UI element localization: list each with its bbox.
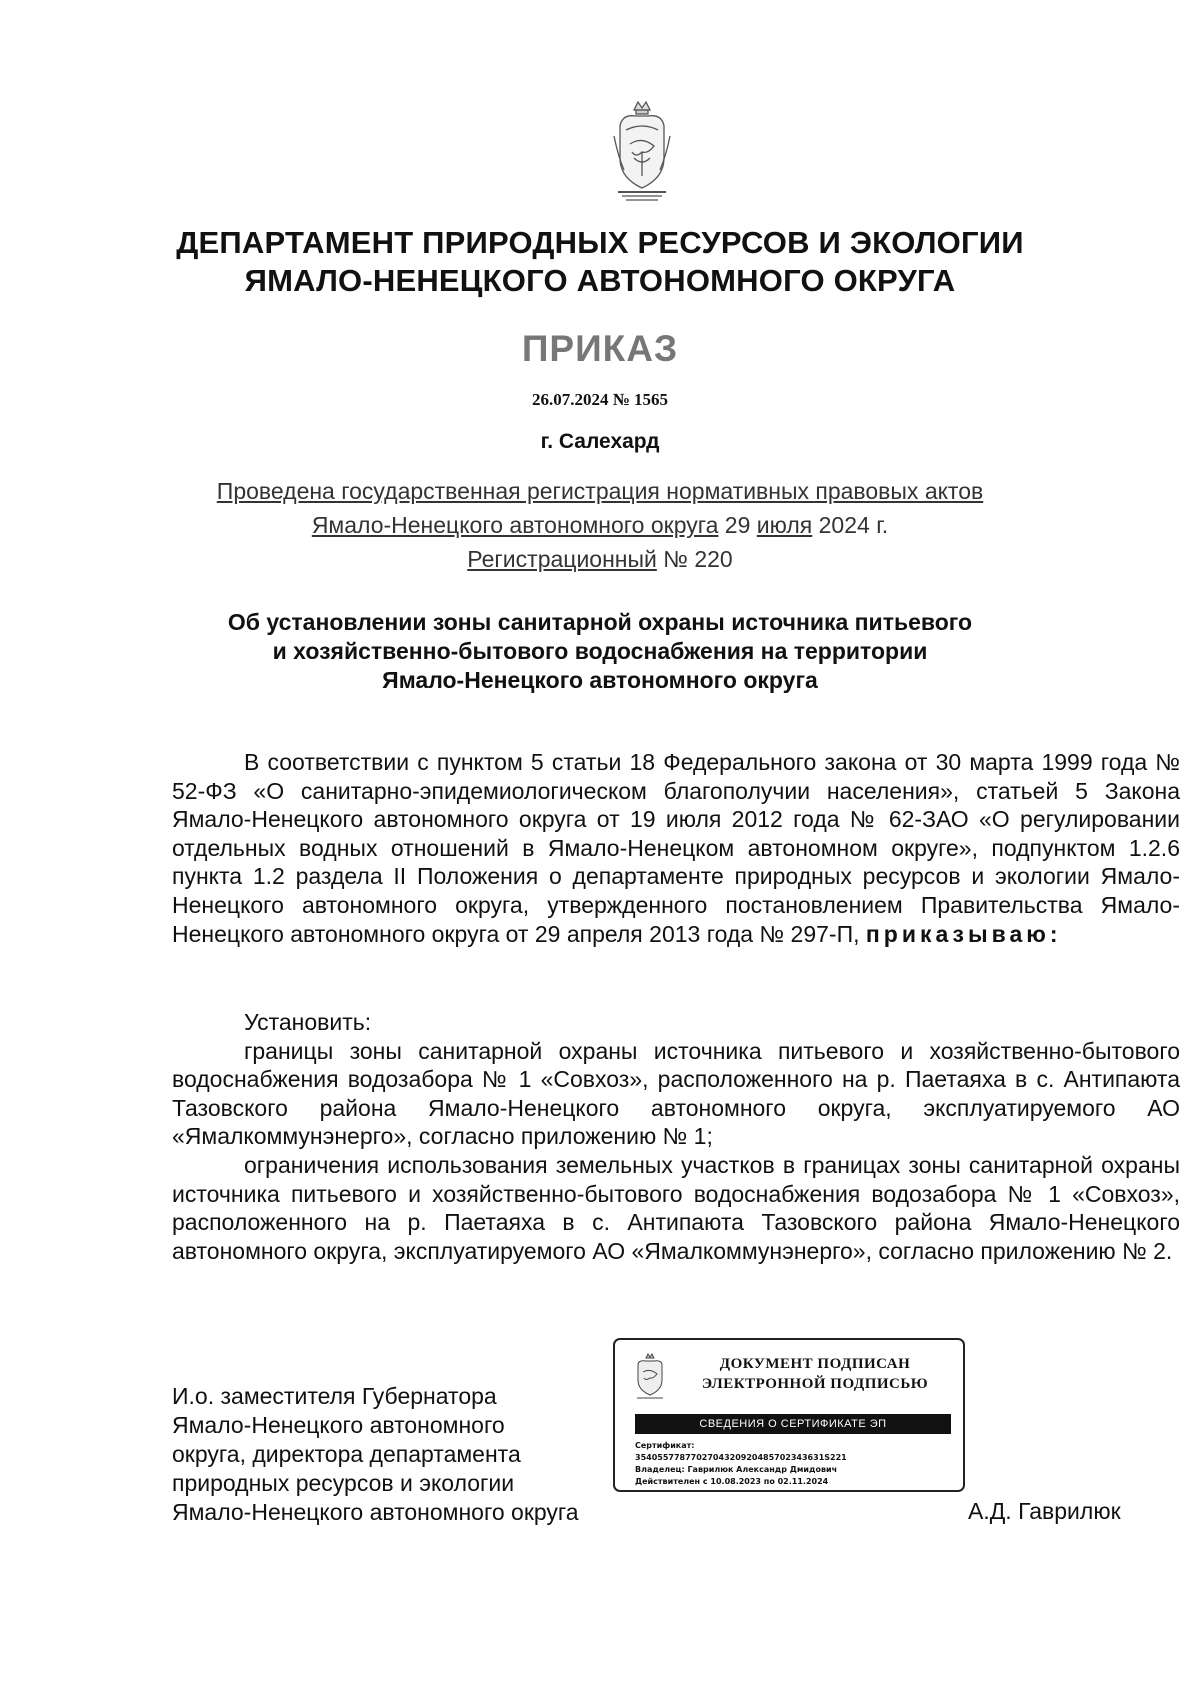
registration-line1: Проведена государственная регистрация нормативных правовых актов (216, 478, 984, 504)
signer-position-line2: Ямало-Ненецкого автономного (172, 1412, 505, 1438)
certificate-owner: Владелец: Гаврилюк Александр Дмидович (635, 1465, 838, 1474)
organization-name-line2: ЯМАЛО-НЕНЕЦКОГО АВТОНОМНОГО ОКРУГА (244, 263, 956, 298)
signer-position-line3: округа, директора департамента (172, 1441, 521, 1467)
registration-line2-day: 29 (718, 512, 757, 538)
signer-position-line5: Ямало-Ненецкого автономного округа (172, 1499, 579, 1525)
certificate-number: 3540557787702704320920485702343631S221 (635, 1453, 847, 1462)
stamp-title (675, 1354, 955, 1394)
stamp-certificate-details (635, 1440, 955, 1488)
establish-heading: Установить: (244, 1009, 372, 1035)
subject-line3: Ямало-Ненецкого автономного округа (382, 667, 818, 693)
electronic-signature-stamp (613, 1338, 965, 1492)
stamp-title-line2: ЭЛЕКТРОННОЙ ПОДПИСЬЮ (701, 1376, 929, 1392)
signer-position (172, 1382, 672, 1527)
subject-line1: Об установлении зоны санитарной охраны источника питьевого (227, 609, 973, 635)
coat-of-arms-emblem (612, 96, 672, 206)
certificate-label: Сертификат: (635, 1441, 695, 1450)
organization-name (0, 224, 1200, 300)
city: г. Салехард (540, 430, 660, 453)
document-type-title: ПРИКАЗ (521, 328, 679, 369)
registration-line2 (0, 508, 1200, 542)
stamp-title-line1: ДОКУМЕНТ ПОДПИСАН (719, 1356, 911, 1372)
operative-section (172, 1008, 1180, 1265)
registration-number-label: Регистрационный (467, 546, 657, 572)
preamble-text: В соответствии с пунктом 5 статьи 18 Федерального закона от 30 марта 1999 года № 52-ФЗ «О санитарно-эпидемиологическом благополучии населения», статьей 5 Закона Ямало-Ненецкого автономного округа от 19 июля 2012 года № 62-ЗАО «О регулировании отдельных водных отношений в Ямало-Ненецком автономном округе», подпунктом 1.2.6 пункта 1.2 раздела II Положения о департаменте природных ресурсов и экологии Ямало-Ненецкого автономного округа, утвержденного постановлением Правительства Ямало-Ненецкого автономного округа от 29 апреля 2013 года № 297-П, (172, 749, 1180, 947)
command-word: приказываю: (865, 920, 1062, 947)
operative-item-2: ограничения использования земельных участков в границах зоны санитарной охраны источника питьевого и хозяйственно-бытового водоснабжения водозабора № 1 «Совхоз», расположенного на р. Паетаяха в с. Антипаюта Тазовского района Ямало-Ненецкого автономного округа, эксплуатируемого АО «Ямалкоммунэнерго», согласно приложению № 2. (172, 1151, 1180, 1264)
signer-name: А.Д. Гаврилюк (968, 1498, 1121, 1524)
certificate-validity: Действителен с 10.08.2023 по 02.11.2024 (635, 1477, 829, 1486)
order-subject (0, 608, 1200, 695)
registration-line2-month: июля (756, 512, 813, 538)
stamp-certificate-bar: СВЕДЕНИЯ О СЕРТИФИКАТЕ ЭП (635, 1414, 951, 1434)
registration-line3 (0, 542, 1200, 576)
preamble-paragraph (172, 748, 1180, 948)
stamp-emblem-icon (633, 1352, 667, 1402)
signer-position-line1: И.о. заместителя Губернатора (172, 1383, 497, 1409)
registration-line2-region: Ямало-Ненецкого автономного округа (311, 512, 719, 538)
subject-line2: и хозяйственно-бытового водоснабжения на территории (272, 638, 928, 664)
registration-note (0, 474, 1200, 576)
date-and-number: 26.07.2024 № 1565 (531, 390, 669, 409)
registration-number-value: № 220 (656, 546, 733, 572)
signer-position-line4: природных ресурсов и экологии (172, 1470, 515, 1496)
registration-line2-year: 2024 г. (812, 512, 889, 538)
organization-name-line1: ДЕПАРТАМЕНТ ПРИРОДНЫХ РЕСУРСОВ И ЭКОЛОГИИ (176, 225, 1024, 260)
operative-item-1: границы зоны санитарной охраны источника питьевого и хозяйственно-бытового водоснабжения водозабора № 1 «Совхоз», расположенного на р. Паетаяха в с. Антипаюта Тазовского района Ямало-Ненецкого автономного округа, эксплуатируемого АО «Ямалкоммунэнерго», согласно приложению № 1; (172, 1037, 1180, 1150)
